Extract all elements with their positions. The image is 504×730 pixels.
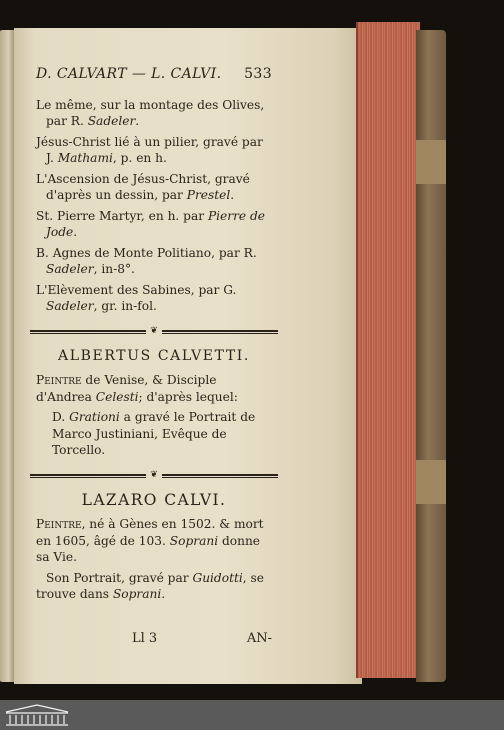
running-title: D. CALVART — L. CALVI. [36, 66, 222, 82]
entry-list [36, 97, 272, 315]
rule-ornament-icon: ❦ [146, 327, 162, 336]
page-number: 533 [244, 66, 272, 82]
book-cover [416, 30, 446, 682]
previous-page-edge [0, 30, 14, 682]
library-building-icon [4, 703, 70, 727]
ornamental-rule [30, 471, 278, 480]
cover-band [416, 460, 446, 504]
calvetti-paragraph: Peintre de Venise, & Disciple d'Andrea Celesti; d'après lequel: [36, 373, 238, 404]
cover-band [416, 140, 446, 184]
entry: L'Elèvement des Sabines, par G. Sadeler, gr. in-fol. [36, 282, 237, 313]
signature-mark: Ll 3 [132, 630, 158, 646]
ornamental-rule [30, 327, 278, 336]
rule-ornament-icon: ❦ [146, 471, 162, 480]
viewer-bottom-bar [0, 700, 504, 730]
entry: Le même, sur la montage des Olives, par R. Sadeler. [36, 97, 265, 128]
page-text [36, 66, 272, 647]
page-footer [36, 631, 272, 648]
calvi-paragraph: Peintre, né à Gènes en 1502. & mort en 1605, âgé de 103. Soprani donne sa Vie. [36, 517, 264, 564]
section-heading-calvi: LAZARO CALVI. [81, 490, 227, 509]
calvi-portrait: Son Portrait, gravé par Guidotti, se trouve dans Soprani. [36, 570, 264, 601]
red-page-edges [356, 22, 420, 678]
running-header [36, 66, 272, 83]
entry: B. Agnes de Monte Politiano, par R. Sadeler, in-8°. [36, 245, 257, 276]
calvetti-engraving: D. Grationi a gravé le Portrait de Marco Justiniani, Evêque de Torcello. [52, 410, 256, 457]
section-heading-calvetti: ALBERTUS CALVETTI. [58, 347, 250, 364]
entry: Jésus-Christ lié à un pilier, gravé par J. Mathami, p. en h. [36, 134, 263, 165]
entry: St. Pierre Martyr, en h. par Pierre de Jode. [36, 208, 266, 239]
entry: L'Ascension de Jésus-Christ, gravé d'après un dessin, par Prestel. [36, 171, 250, 202]
catchword: AN- [246, 630, 272, 646]
